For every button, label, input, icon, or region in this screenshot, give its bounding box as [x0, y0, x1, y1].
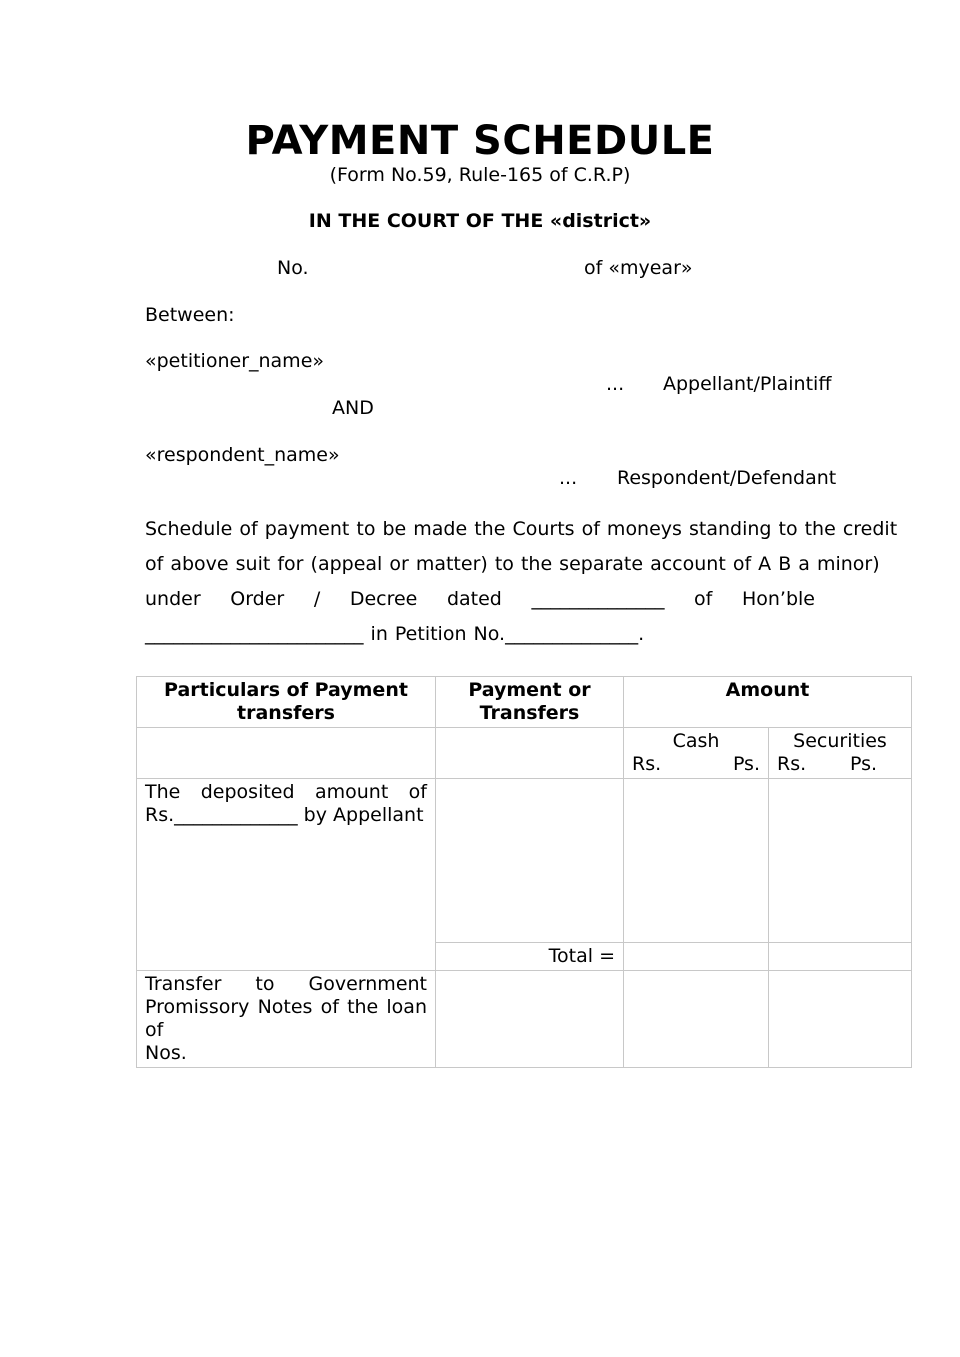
deposit-particulars [137, 779, 436, 971]
deposit-text-line: The deposited amount of [145, 781, 427, 803]
transfer-text-line: Transfer to Government [145, 973, 427, 995]
empty-cell [769, 943, 912, 971]
paragraph-line: of above suit for (appeal or matter) to the separate account of A B a minor) [145, 553, 880, 575]
securities-subheader [769, 728, 912, 779]
paragraph-line: _______________________ in Petition No.______________. [145, 623, 645, 645]
form-reference: (Form No.59, Rule-165 of C.R.P) [329, 164, 631, 186]
page-title: PAYMENT SCHEDULE [245, 118, 715, 164]
rupees-label: Rs. [777, 753, 807, 775]
paragraph-line: Schedule of payment to be made the Courts of moneys standing to the credit [145, 518, 898, 540]
schedule-paragraph [145, 512, 898, 652]
empty-cell [769, 971, 912, 1068]
and-label: AND [332, 397, 374, 419]
header-particulars: Particulars of Payment transfers [137, 677, 436, 728]
transfer-particulars [137, 971, 436, 1068]
respondent-role: Respondent/Defendant [617, 467, 837, 489]
cash-label: Cash [672, 730, 720, 752]
securities-label: Securities [793, 730, 887, 752]
cash-units [632, 753, 760, 776]
petitioner-role: Appellant/Plaintiff [663, 373, 832, 395]
deposit-text-line: Rs._____________ by Appellant [145, 804, 424, 826]
transfer-text-line: Promissory Notes of the loan of [145, 996, 427, 1041]
case-number-label: No. [277, 257, 309, 279]
cash-subheader [624, 728, 769, 779]
empty-cell [137, 728, 436, 779]
paragraph-line: under Order / Decree dated ______________ of Hon’ble [145, 588, 815, 610]
respondent-dots: ... [559, 467, 578, 489]
securities-units [777, 753, 903, 776]
court-heading: IN THE COURT OF THE «district» [308, 210, 652, 232]
empty-cell [436, 779, 624, 943]
empty-cell [436, 728, 624, 779]
rupees-label: Rs. [632, 753, 662, 775]
between-label: Between: [145, 304, 235, 326]
petitioner-name: «petitioner_name» [145, 350, 325, 372]
empty-cell [436, 971, 624, 1068]
paise-label: Ps. [849, 753, 878, 775]
header-payment: Payment or Transfers [436, 677, 624, 728]
payment-schedule-table [136, 676, 912, 1068]
paise-label: Ps. [732, 753, 760, 775]
empty-cell [624, 971, 769, 1068]
empty-cell [769, 779, 912, 943]
petitioner-dots: ... [606, 373, 625, 395]
case-year: of «myear» [584, 257, 693, 279]
empty-cell [624, 943, 769, 971]
total-label: Total = [436, 943, 624, 971]
transfer-text-line: Nos. [145, 1042, 187, 1064]
header-amount: Amount [624, 677, 912, 728]
respondent-name: «respondent_name» [145, 444, 340, 466]
empty-cell [624, 779, 769, 943]
